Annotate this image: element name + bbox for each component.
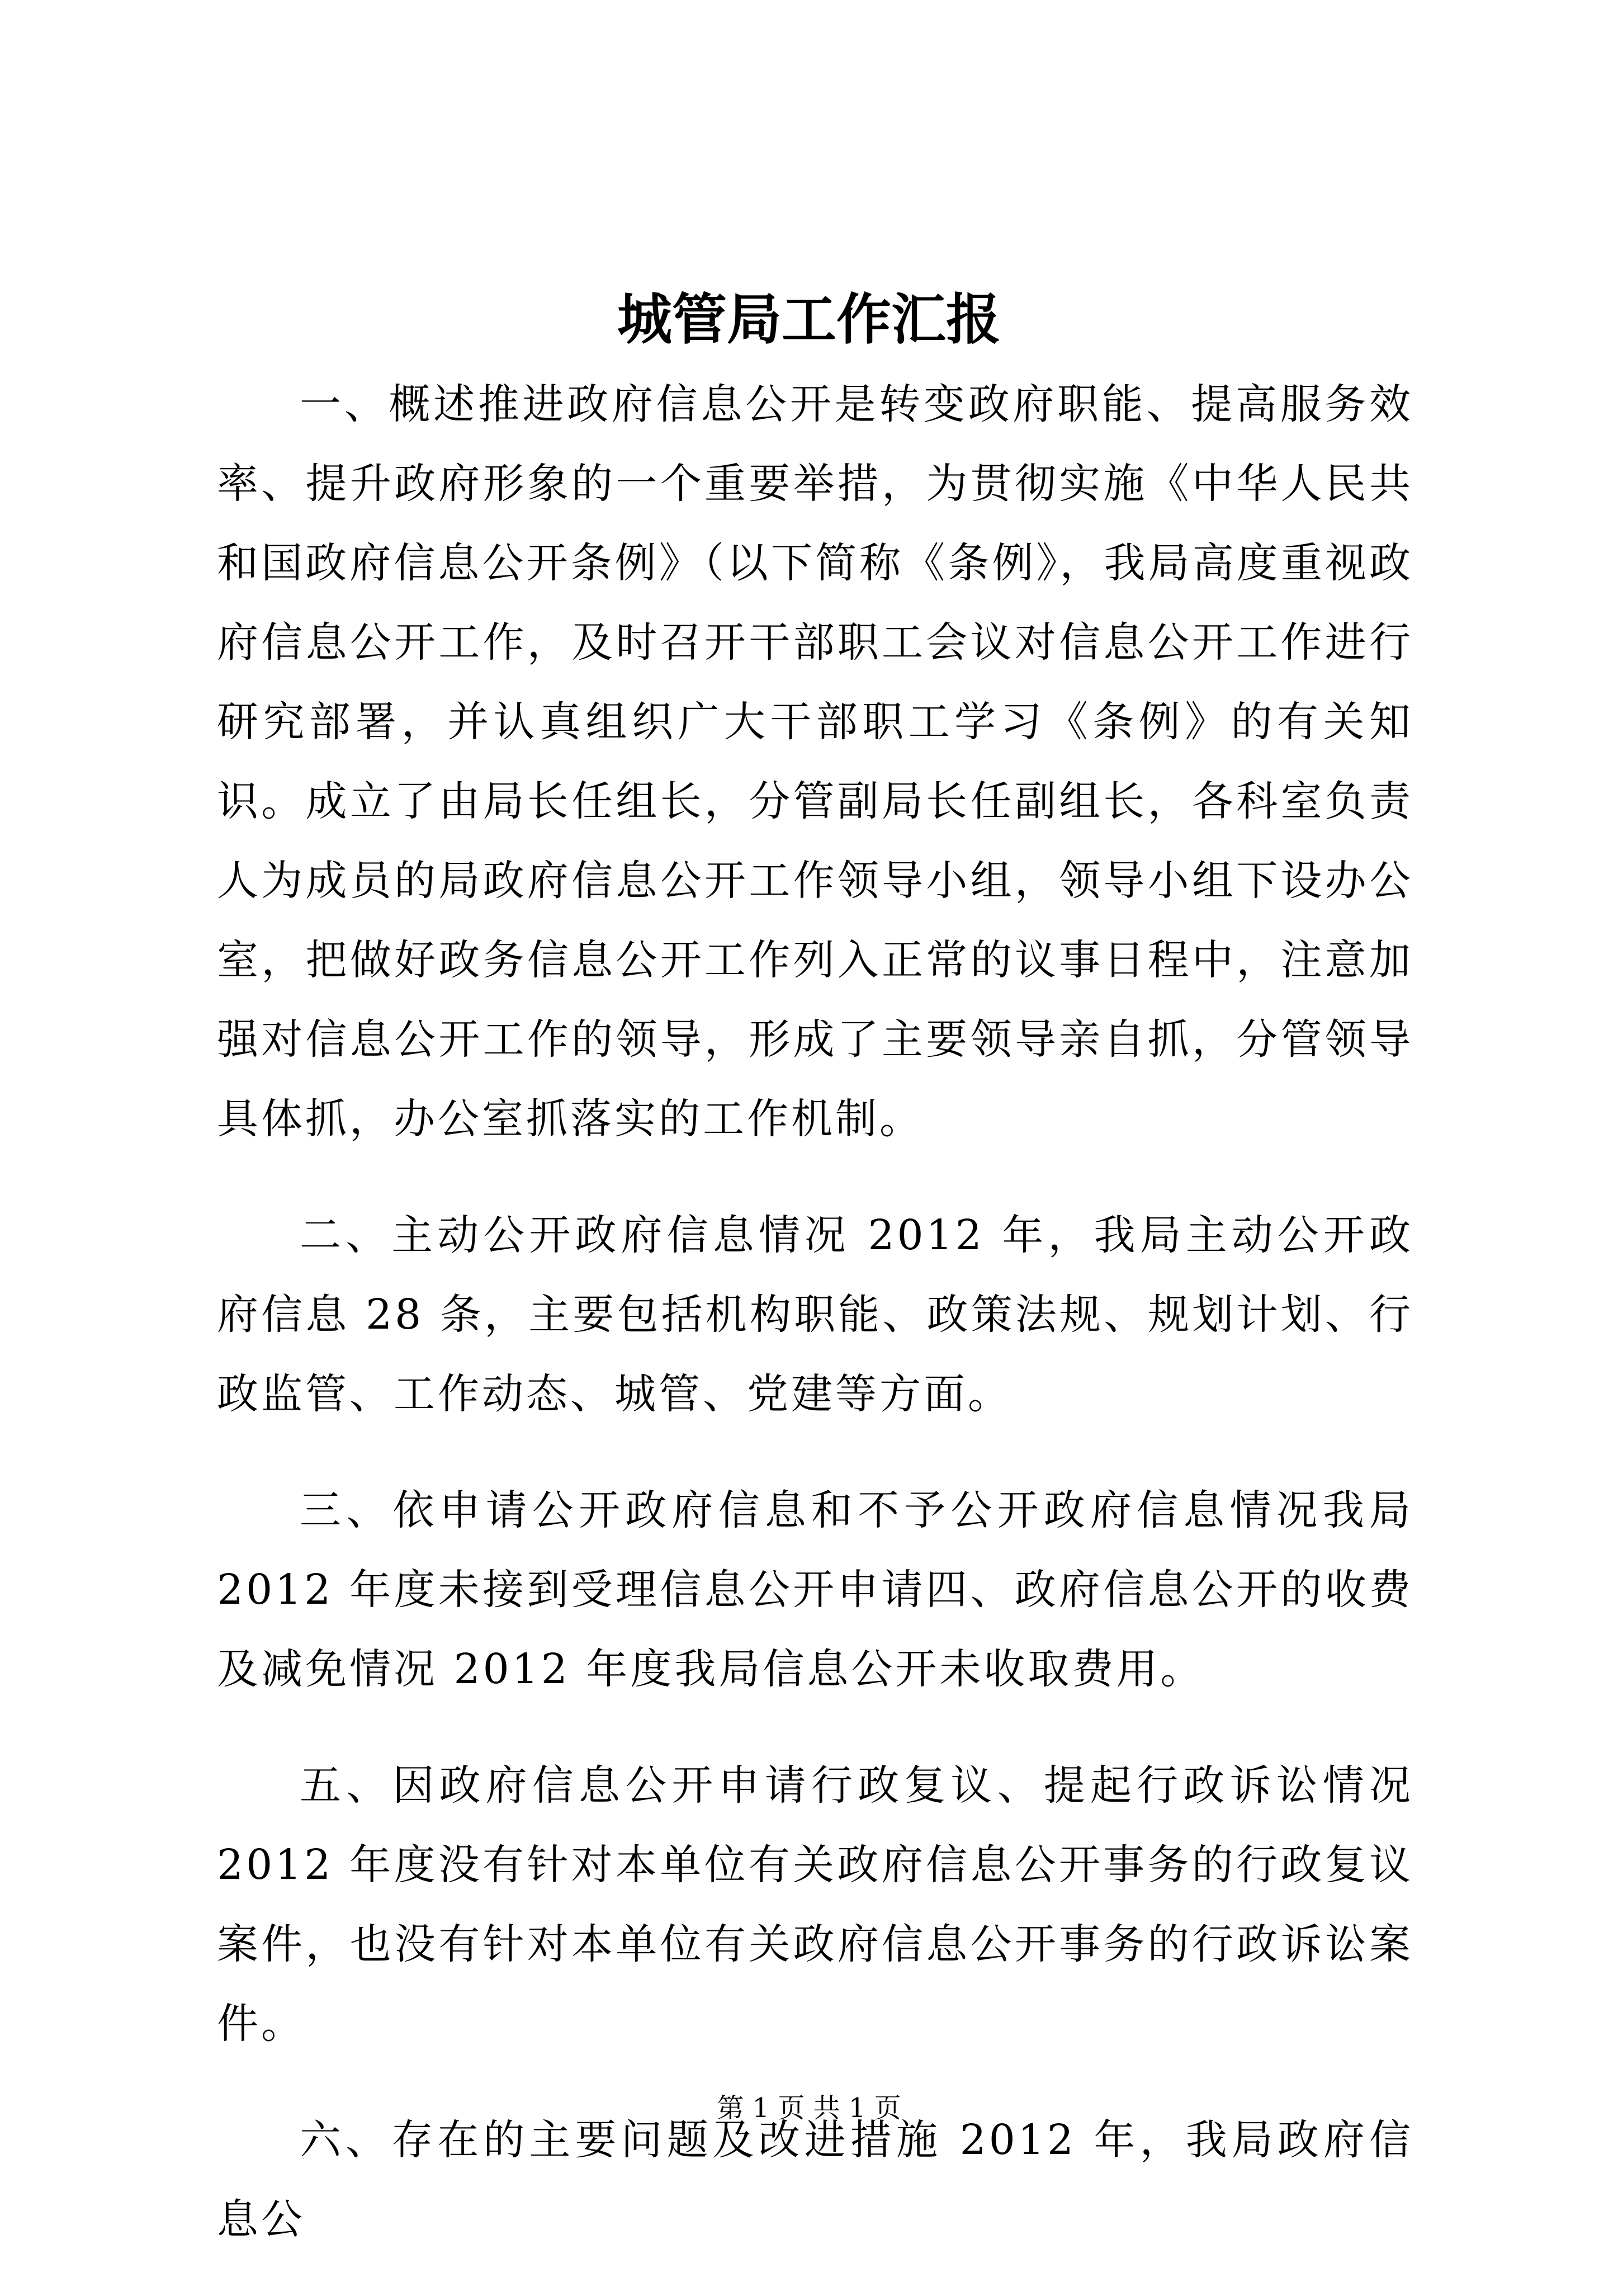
- paragraph-application-disclosure: 三、依申请公开政府信息和不予公开政府信息情况我局 2012 年度未接到受理信息公开申请四、政府信息公开的收费及减免情况 2012 年度我局信息公开未收取费用。: [217, 1486, 1413, 1693]
- document-body: [217, 365, 1413, 2296]
- document-title: 城管局工作汇报: [617, 287, 1001, 352]
- paragraph-problems: 六、存在的主要问题及改进措施 2012 年，我局政府信息公: [217, 2116, 1413, 2243]
- paragraph-overview: 一、概述推进政府信息公开是转变政府职能、提高服务效率、提升政府形象的一个重要举措，为贯彻实施《中华人民共和国政府信息公开条例》（以下简称《条例》，我局高度重视政府信息公开工作，及时召开干部职工会议对信息公开工作进行研究部署，并认真组织广大干部职工学习《条例》的有关知识。成立了由局长任组长，分管副局长任副组长，各科室负责人为成员的局政府信息公开工作领导小组，领导小组下设办公室，把做好政务信息公开工作列入正常的议事日程中，注意加强对信息公开工作的领导，形成了主要领导亲自抓，分管领导具体抓，办公室抓落实的工作机制。: [217, 380, 1413, 1143]
- paragraph-reconsideration: 五、因政府信息公开申请行政复议、提起行政诉讼情况 2012 年度没有针对本单位有关政府信息公开事务的行政复议案件，也没有针对本单位有关政府信息公开事务的行政诉讼案件。: [217, 1761, 1413, 2048]
- paragraph-active-disclosure: 二、主动公开政府信息情况 2012 年，我局主动公开政府信息 28 条，主要包括机构职能、政策法规、规划计划、行政监管、工作动态、城管、党建等方面。: [217, 1211, 1413, 1418]
- page-footer: 第 1 页 共 1 页: [717, 2092, 901, 2124]
